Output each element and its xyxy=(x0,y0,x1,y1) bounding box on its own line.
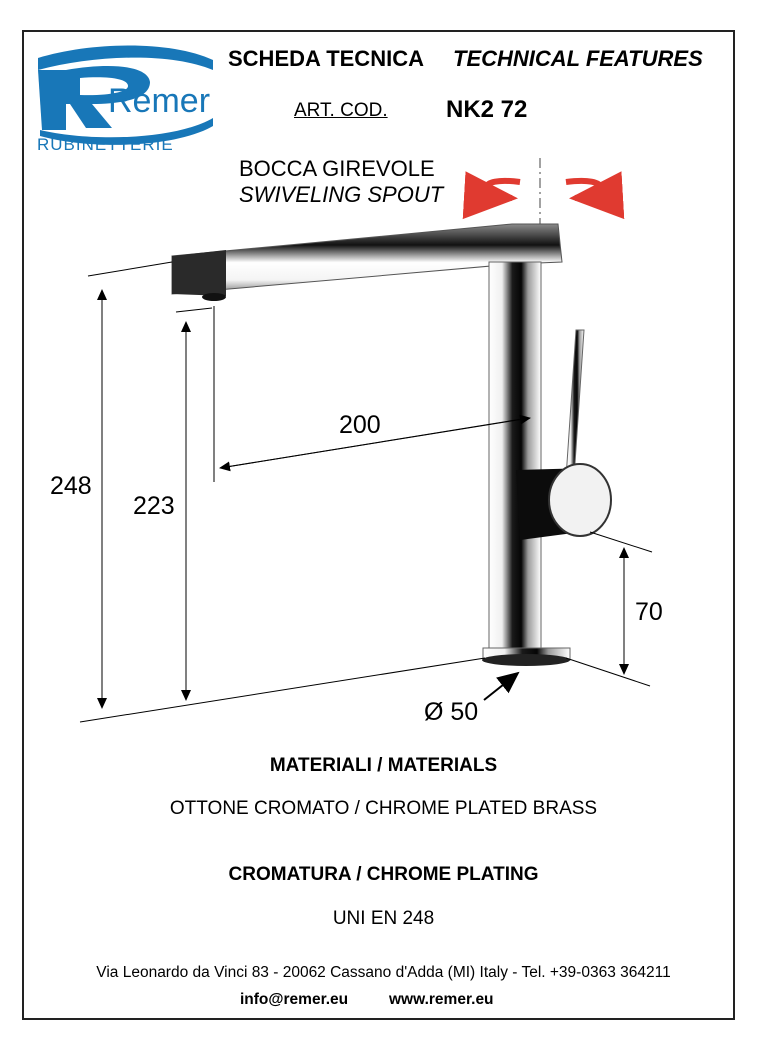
title-english: TECHNICAL FEATURES xyxy=(453,46,703,71)
dimension-70-label: 70 xyxy=(635,598,663,626)
plating-value: UNI EN 248 xyxy=(332,908,435,929)
footer-website[interactable]: www.remer.eu xyxy=(389,991,494,1008)
plating-heading: CROMATURA / CHROME PLATING xyxy=(228,864,539,885)
rotation-arrows-icon xyxy=(486,181,600,198)
art-code-value: NK2 72 xyxy=(446,96,528,123)
footer-email[interactable]: info@remer.eu xyxy=(240,991,349,1008)
dimension-200-label: 200 xyxy=(339,411,381,439)
dimension-diameter-line xyxy=(484,673,518,700)
logo-wordmark: Remer xyxy=(108,82,211,120)
materials-heading: MATERIALI / MATERIALS xyxy=(269,755,498,776)
art-code-label: ART. COD. xyxy=(294,100,388,121)
faucet-body xyxy=(482,262,570,666)
footer-address: Via Leonardo da Vinci 83 - 20062 Cassano d'Adda (MI) Italy - Tel. +39-0363 364211 xyxy=(96,964,671,981)
dimension-223-label: 223 xyxy=(133,492,175,520)
dimension-diameter-label: Ø 50 xyxy=(424,698,479,726)
title-italian: SCHEDA TECNICA xyxy=(228,46,424,71)
materials-value: OTTONE CROMATO / CHROME PLATED BRASS xyxy=(169,798,598,819)
spout-label-english: SWIVELING SPOUT xyxy=(239,182,444,207)
logo-subtitle: RUBINETTERIE xyxy=(37,135,174,154)
spout-label-italian: BOCCA GIREVOLE xyxy=(239,156,435,181)
dimension-248-label: 248 xyxy=(50,472,92,500)
